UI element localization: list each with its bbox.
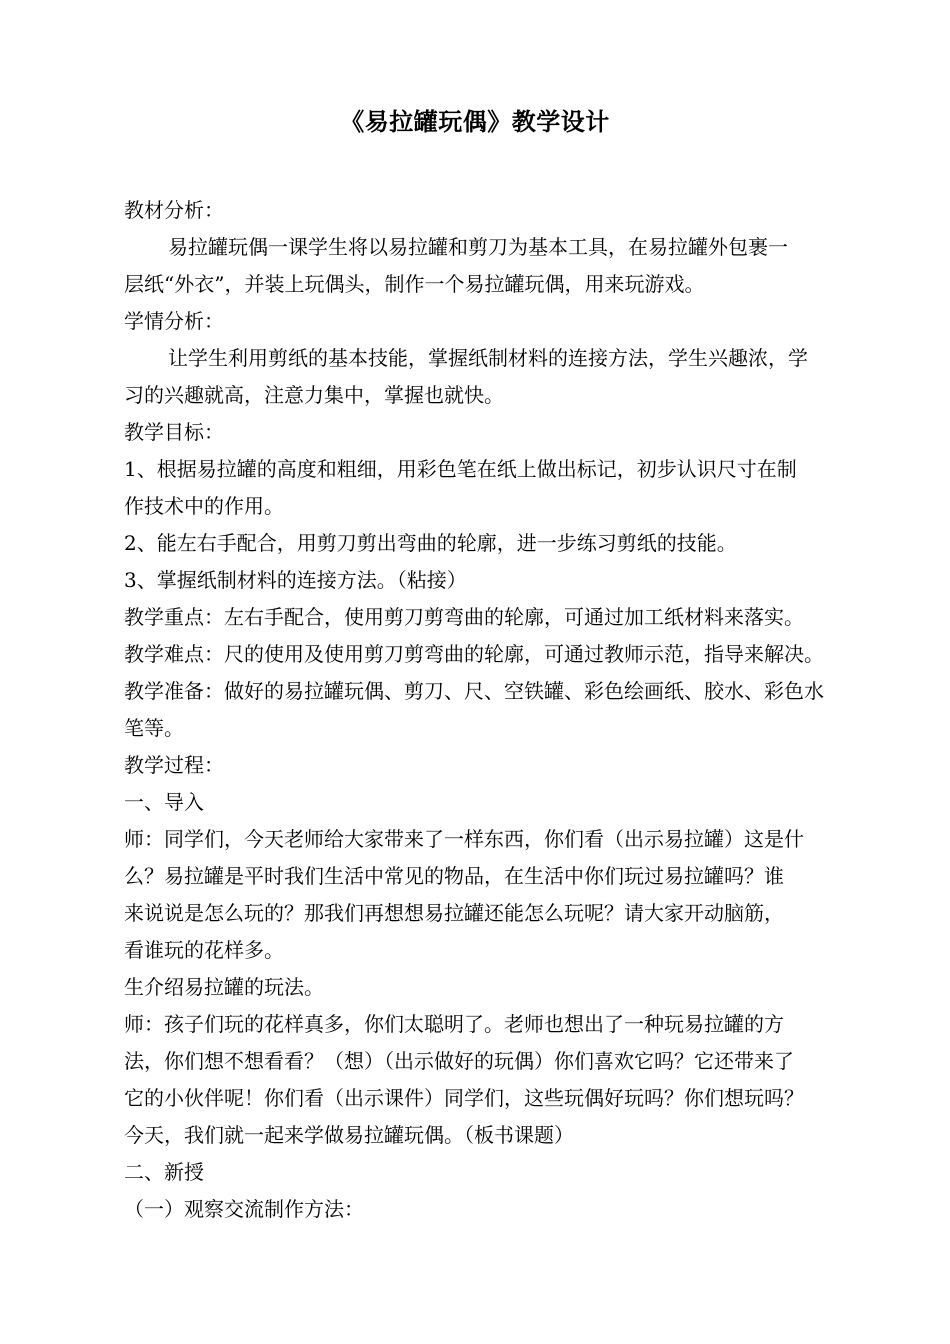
paragraph-line: 习的兴趣就高，注意力集中，掌握也就快。: [124, 383, 504, 407]
paragraph-line: 师：同学们，今天老师给大家带来了一样东西，你们看（出示易拉罐）这是什: [124, 827, 804, 851]
goal-item: 作技术中的作用。: [124, 494, 284, 518]
paragraph-line: 生介绍易拉罐的玩法。: [124, 975, 324, 999]
heading-student-analysis: 学情分析：: [124, 309, 224, 333]
difficult-point: 教学难点：尺的使用及使用剪刀剪弯曲的轮廓，可通过教师示范，指导来解决。: [124, 642, 824, 666]
preparation: 教学准备：做好的易拉罐玩偶、剪刀、尺、空铁罐、彩色绘画纸、胶水、彩色水: [124, 679, 824, 703]
paragraph-line: 法，你们想不想看看？（想）（出示做好的玩偶）你们喜欢它吗？它还带来了: [124, 1049, 794, 1073]
preparation: 笔等。: [124, 716, 184, 740]
paragraph-line: 让学生利用剪纸的基本技能，掌握纸制材料的连接方法，学生兴趣浓，学: [168, 346, 808, 370]
goal-item: 1、根据易拉罐的高度和粗细，用彩色笔在纸上做出标记，初步认识尺寸在制: [124, 457, 797, 481]
paragraph-line: 看谁玩的花样多。: [124, 938, 284, 962]
paragraph-line: 师：孩子们玩的花样真多，你们太聪明了。老师也想出了一种玩易拉罐的方: [124, 1012, 784, 1036]
paragraph-line: 么？易拉罐是平时我们生活中常见的物品，在生活中你们玩过易拉罐吗？谁: [124, 864, 784, 888]
document-body: [124, 192, 884, 1228]
key-point: 教学重点：左右手配合，使用剪刀剪弯曲的轮廓，可通过加工纸材料来落实。: [124, 605, 804, 629]
subsection-heading: （一）观察交流制作方法：: [124, 1197, 364, 1221]
heading-textbook-analysis: 教材分析：: [124, 198, 224, 222]
section-heading: 二、新授: [124, 1160, 204, 1184]
section-heading: 一、导入: [124, 790, 204, 814]
paragraph-line: 层纸“外衣”，并装上玩偶头，制作一个易拉罐玩偶，用来玩游戏。: [124, 272, 705, 296]
heading-teaching-goals: 教学目标：: [124, 420, 224, 444]
goal-item: 3、掌握纸制材料的连接方法。（粘接）: [124, 568, 467, 592]
paragraph-line: 它的小伙伴呢！你们看（出示课件）同学们，这些玩偶好玩吗？你们想玩吗？: [124, 1086, 804, 1110]
document-title: 《易拉罐玩偶》教学设计: [340, 107, 610, 136]
paragraph-line: 易拉罐玩偶一课学生将以易拉罐和剪刀为基本工具，在易拉罐外包裹一: [168, 235, 788, 259]
goal-item: 2、能左右手配合，用剪刀剪出弯曲的轮廓，进一步练习剪纸的技能。: [124, 531, 737, 555]
paragraph-line: 来说说是怎么玩的？那我们再想想易拉罐还能怎么玩呢？请大家开动脑筋，: [124, 901, 784, 925]
paragraph-line: 今天，我们就一起来学做易拉罐玩偶。（板书课题）: [124, 1123, 574, 1147]
heading-teaching-process: 教学过程：: [124, 753, 224, 777]
